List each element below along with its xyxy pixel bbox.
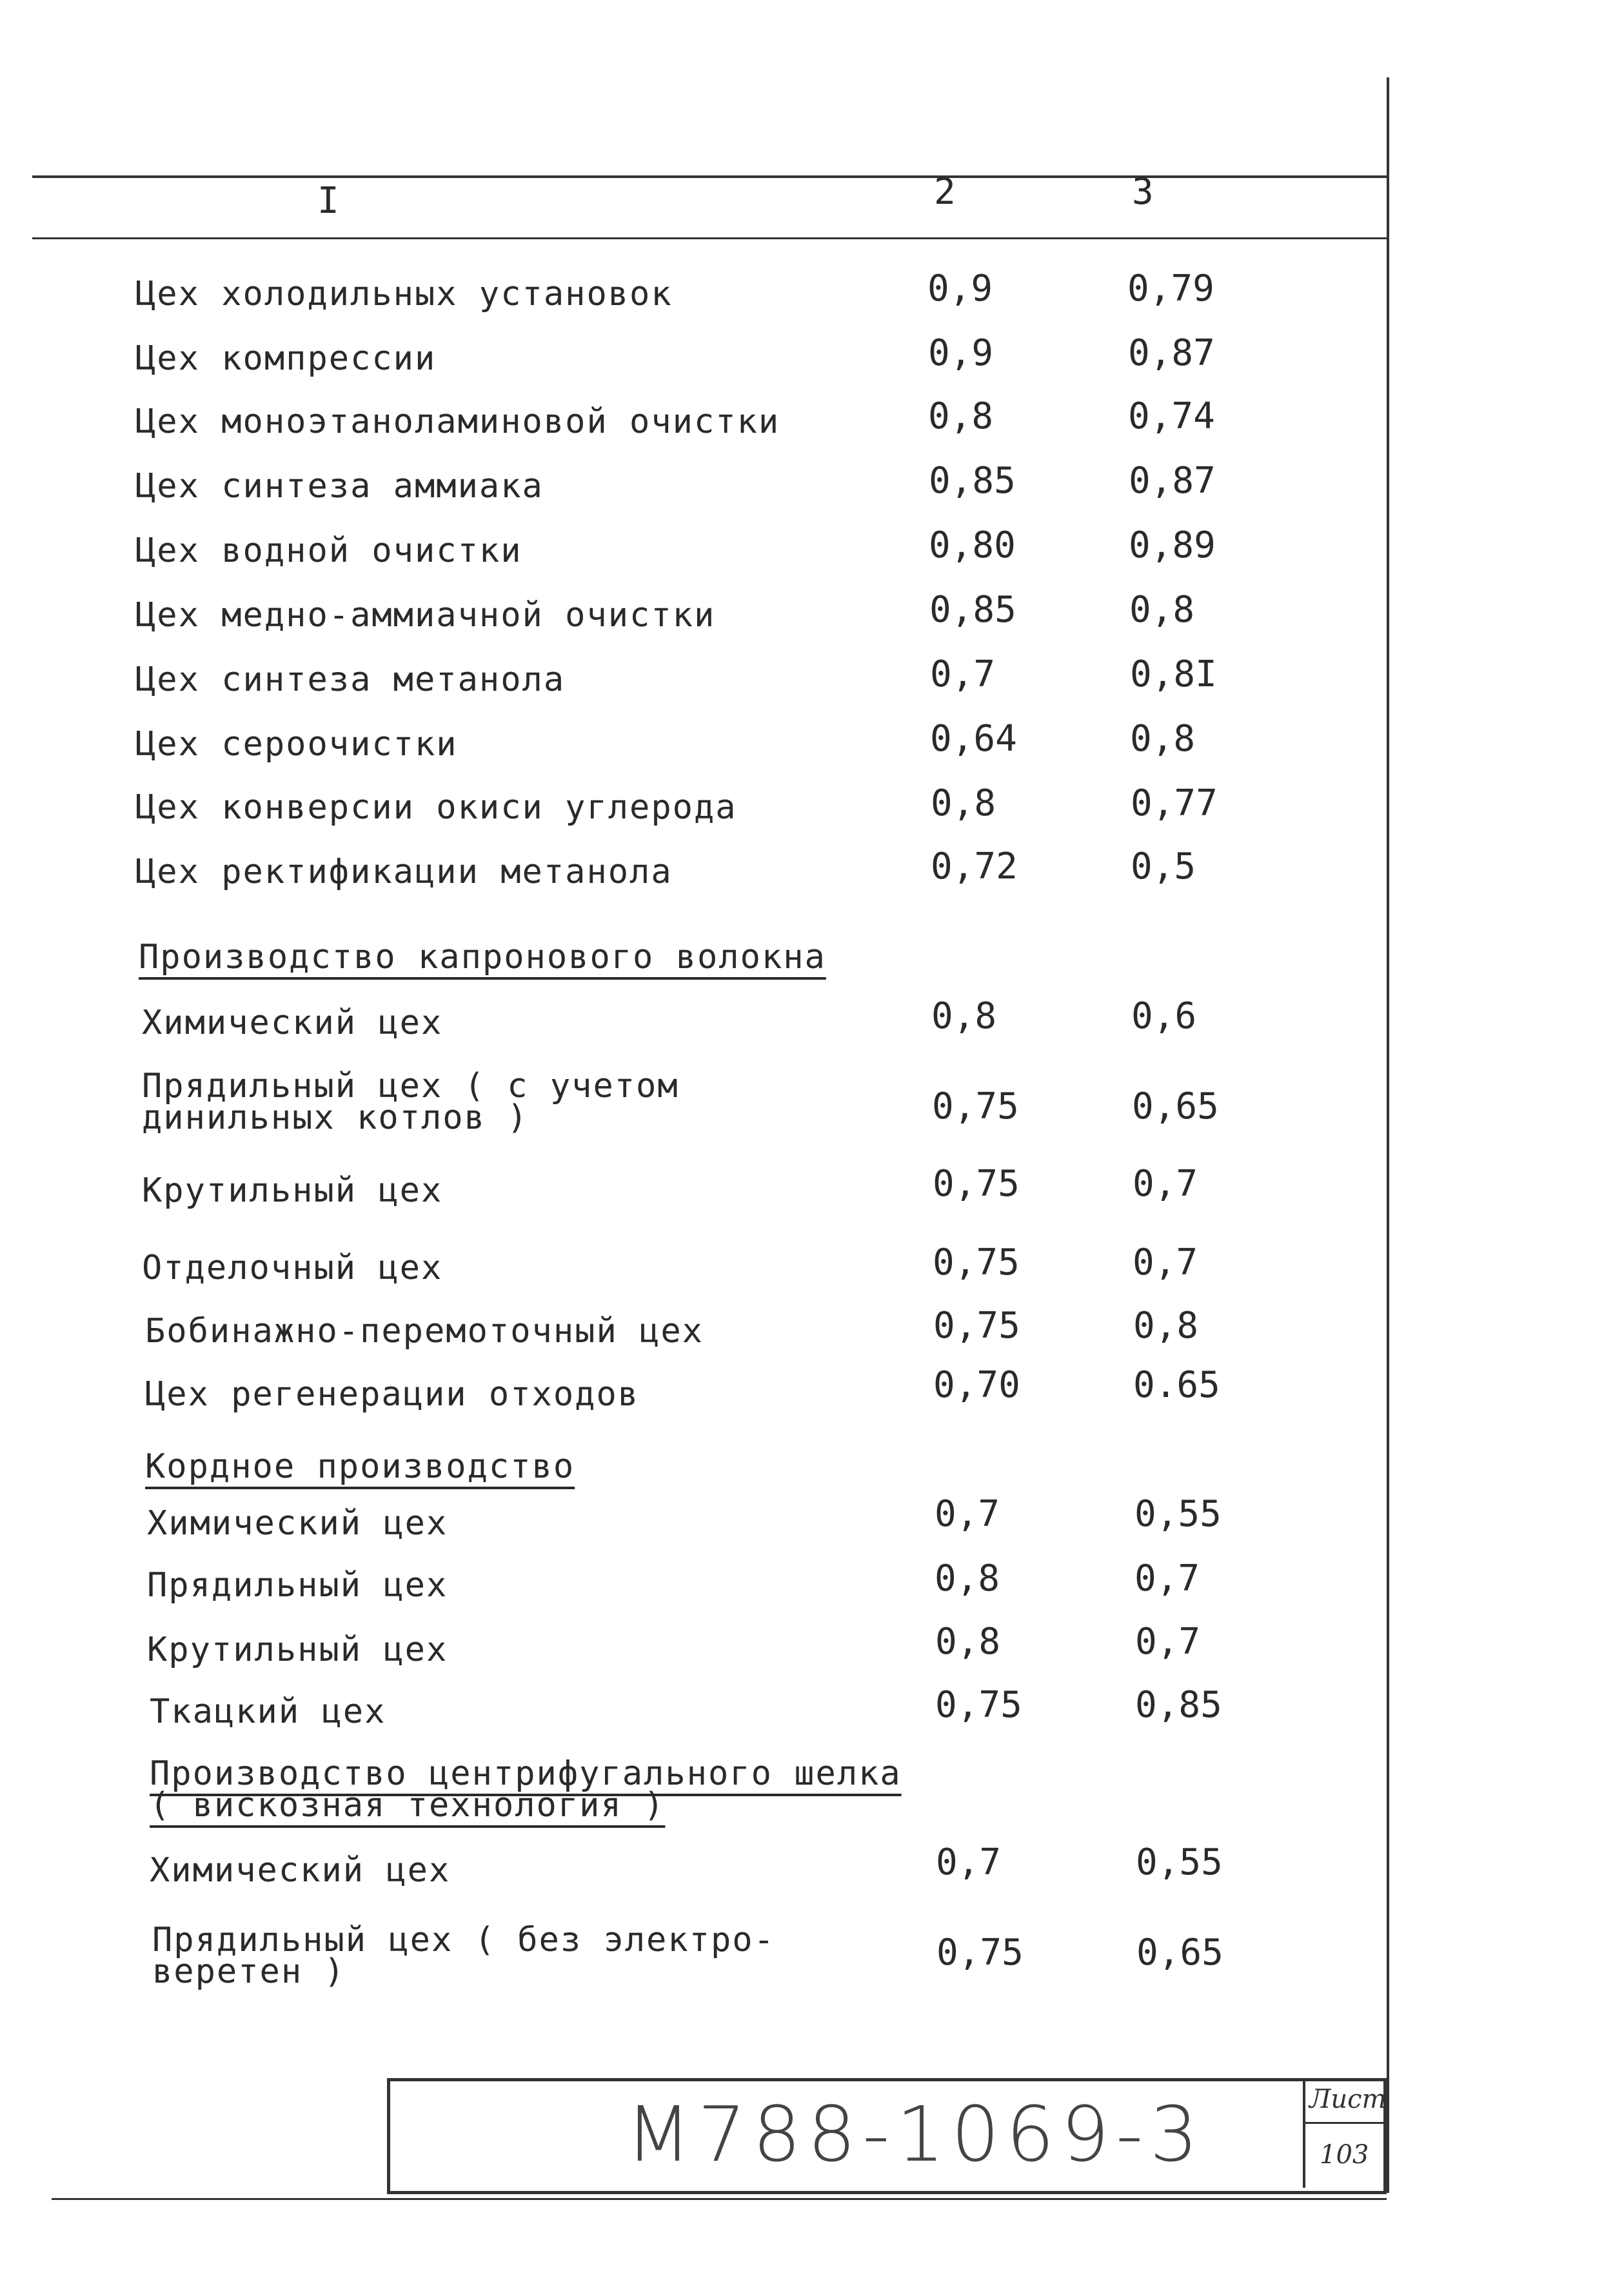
row-label: Цех компрессии xyxy=(135,339,437,378)
value-col-3: 0,85 xyxy=(1135,1684,1222,1726)
section-heading: Производство капронового волокна xyxy=(139,938,826,976)
value-col-3: 0,55 xyxy=(1136,1841,1223,1883)
value-col-2: 0,8 xyxy=(931,995,997,1037)
value-col-2: 0,75 xyxy=(935,1684,1022,1726)
row-label: Ткацкий цех xyxy=(150,1692,386,1731)
row-label: Цех моноэтаноламиновой очистки xyxy=(135,402,780,441)
sheet-divider xyxy=(1303,2122,1387,2124)
column-header-1: I xyxy=(317,180,339,222)
row-label: Прядильный цех xyxy=(147,1566,448,1605)
value-col-3: 0,65 xyxy=(1132,1085,1219,1127)
column-header-2: 2 xyxy=(934,171,956,213)
row-label: Цех ректификации метанола xyxy=(135,853,673,891)
value-col-2: 0,75 xyxy=(933,1305,1020,1347)
value-col-2: 0,72 xyxy=(931,846,1018,887)
value-col-2: 0,80 xyxy=(929,524,1016,566)
value-col-3: 0,8 xyxy=(1130,718,1196,760)
value-col-3: 0,65 xyxy=(1136,1932,1223,1974)
section-heading: Производство центрифугального шелка ( вискозная технология ) xyxy=(150,1754,902,1825)
row-label: Цех синтеза аммиака xyxy=(135,467,544,506)
row-label: Прядильный цех ( с учетом динильных котлов ) xyxy=(142,1067,679,1138)
value-col-2: 0,7 xyxy=(935,1493,1000,1535)
value-col-2: 0,70 xyxy=(933,1364,1020,1406)
value-col-3: 0,8I xyxy=(1130,653,1217,695)
row-label: Химический цех xyxy=(150,1851,451,1890)
value-col-3: 0,87 xyxy=(1129,460,1216,502)
value-col-2: 0,75 xyxy=(932,1085,1019,1127)
value-col-3: 0.65 xyxy=(1133,1364,1220,1406)
value-col-3: 0,7 xyxy=(1135,1621,1201,1663)
row-label: Цех медно-аммиачной очистки xyxy=(135,596,716,635)
value-col-2: 0,8 xyxy=(931,782,996,824)
value-col-2: 0,7 xyxy=(930,653,996,695)
row-label: Прядильный цех ( без электро- веретен ) xyxy=(152,1921,775,1992)
value-col-3: 0,55 xyxy=(1134,1493,1222,1535)
value-col-3: 0,7 xyxy=(1133,1163,1198,1205)
value-col-3: 0,8 xyxy=(1129,589,1195,631)
value-col-2: 0,7 xyxy=(936,1841,1002,1883)
value-col-3: 0,5 xyxy=(1131,846,1196,887)
section-heading: Кордное производство xyxy=(145,1447,575,1486)
value-col-2: 0,9 xyxy=(928,332,994,374)
row-label: Химический цех xyxy=(147,1504,448,1543)
row-label: Химический цех xyxy=(142,1004,443,1042)
value-col-2: 0,9 xyxy=(927,268,993,310)
value-col-2: 0,8 xyxy=(935,1558,1000,1600)
sheet-number: 103 xyxy=(1320,2140,1369,2170)
row-label: Цех холодильных установок xyxy=(135,275,673,313)
value-col-3: 0,87 xyxy=(1128,332,1215,374)
value-col-2: 0,8 xyxy=(935,1621,1001,1663)
value-col-2: 0,8 xyxy=(928,395,994,437)
value-col-3: 0,74 xyxy=(1128,395,1215,437)
column-header-3: 3 xyxy=(1132,171,1154,213)
row-label: Цех водной очистки xyxy=(135,531,522,570)
value-col-3: 0,89 xyxy=(1129,524,1216,566)
row-label: Крутильный цех xyxy=(142,1171,443,1210)
value-col-3: 0,8 xyxy=(1133,1305,1199,1347)
row-label: Цех конверсии окиси углерода xyxy=(135,788,737,827)
row-label: Цех регенерации отходов xyxy=(145,1375,640,1414)
row-label: Отделочный цех xyxy=(142,1249,443,1287)
table-top-rule xyxy=(32,175,1387,178)
value-col-3: 0,7 xyxy=(1133,1242,1198,1283)
value-col-2: 0,75 xyxy=(933,1163,1020,1205)
value-col-3: 0,7 xyxy=(1134,1558,1200,1600)
row-label: Бобинажно-перемоточный цех xyxy=(145,1312,704,1351)
row-label: Цех синтеза метанола xyxy=(135,660,566,699)
row-label: Крутильный цех xyxy=(147,1630,448,1669)
sheet-label: Лист xyxy=(1309,2085,1387,2114)
value-col-2: 0,75 xyxy=(936,1932,1024,1974)
value-col-2: 0,85 xyxy=(929,589,1016,631)
header-bottom-rule xyxy=(32,237,1387,239)
title-block-divider xyxy=(1303,2078,1305,2188)
document-code: М788-1069-3 xyxy=(626,2090,1205,2179)
value-col-2: 0,75 xyxy=(933,1242,1020,1283)
row-label: Цех сероочистки xyxy=(135,725,458,764)
right-border xyxy=(1387,77,1389,2193)
value-col-3: 0,77 xyxy=(1131,782,1218,824)
value-col-3: 0,79 xyxy=(1127,268,1214,310)
value-col-3: 0,6 xyxy=(1131,995,1197,1037)
value-col-2: 0,64 xyxy=(930,718,1017,760)
page-bottom-rule xyxy=(52,2198,1387,2200)
value-col-2: 0,85 xyxy=(929,460,1016,502)
